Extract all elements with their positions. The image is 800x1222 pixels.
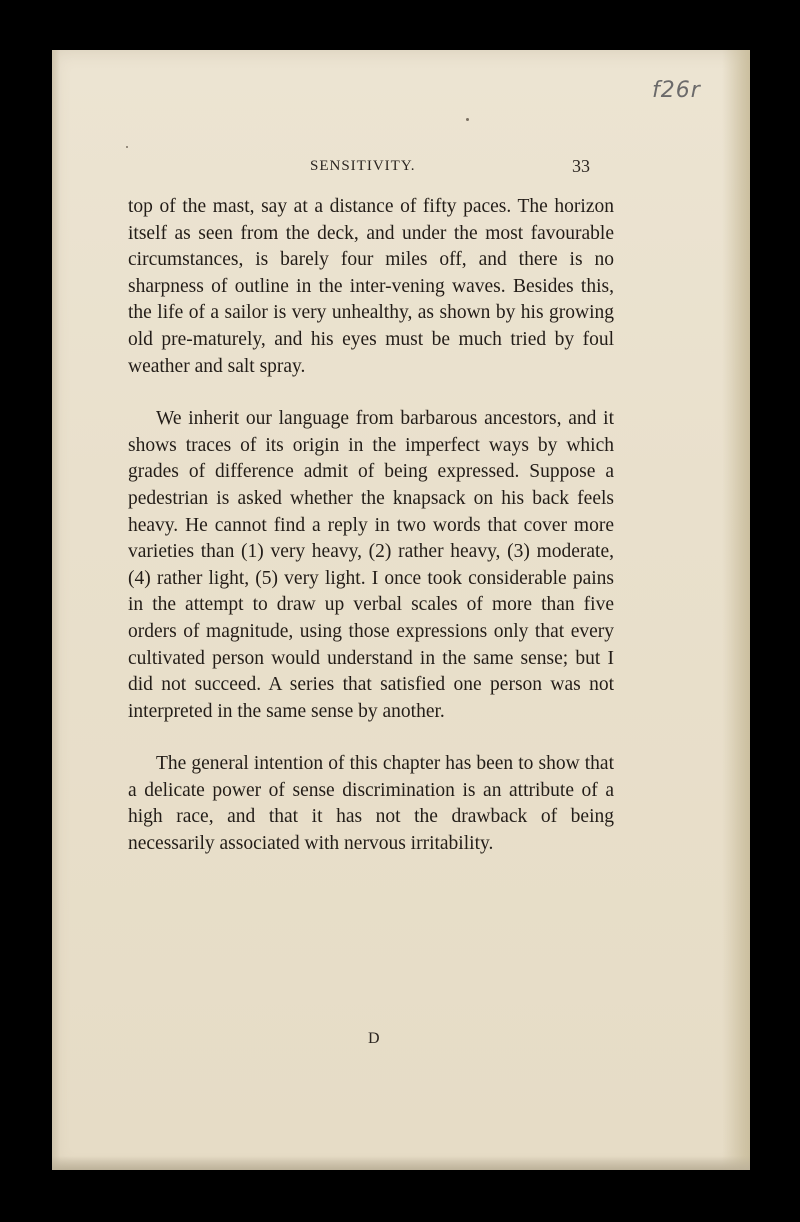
paragraph-2: We inherit our language from barbarous ancestors, and it shows traces of its origin in the imperfect ways by which grades of difference admit of being expressed. Suppose a pedestrian is asked whether the knapsack on his back feels heavy. He cannot find a reply in two words that cover more varieties than (1) very heavy, (2) rather heavy, (3) moderate, (4) rather light, (5) very light. I once took considerable pains in the attempt to draw up verbal scales of more than five orders of magnitude, using those expressions only that every cultivated person would understand in the same sense; but I did not succeed. A series that satisfied one person was not interpreted in the same sense by another. xyxy=(128,408,614,722)
page-edge-shadow-right xyxy=(722,50,750,1170)
body-text xyxy=(128,194,614,858)
page-edge-shadow-left xyxy=(52,50,60,1170)
ink-speck xyxy=(466,118,469,121)
book-page xyxy=(52,50,750,1170)
page-edge-shadow-bottom xyxy=(52,1156,750,1170)
handwritten-shelfmark: f26r xyxy=(652,78,701,103)
page-number: 33 xyxy=(572,156,590,176)
paragraph-1: top of the mast, say at a distance of fifty paces. The horizon itself as seen from the deck, and under the most favourable circumstances, is barely four miles off, and there is no sharpness of outline in the inter-vening waves. Besides this, the life of a sailor is very unhealthy, as shown by his growing old pre-maturely, and his eyes must be much tried by foul weather and salt spray. xyxy=(128,196,614,377)
ink-speck xyxy=(126,146,128,148)
running-head: SENSITIVITY. xyxy=(310,158,416,174)
signature-mark: D xyxy=(368,1030,381,1047)
paragraph-3: The general intention of this chapter has been to show that a delicate power of sense discrimination is an attribute of a high race, and that it has not the drawback of being necessarily associated with nervous irritability. xyxy=(128,753,614,855)
